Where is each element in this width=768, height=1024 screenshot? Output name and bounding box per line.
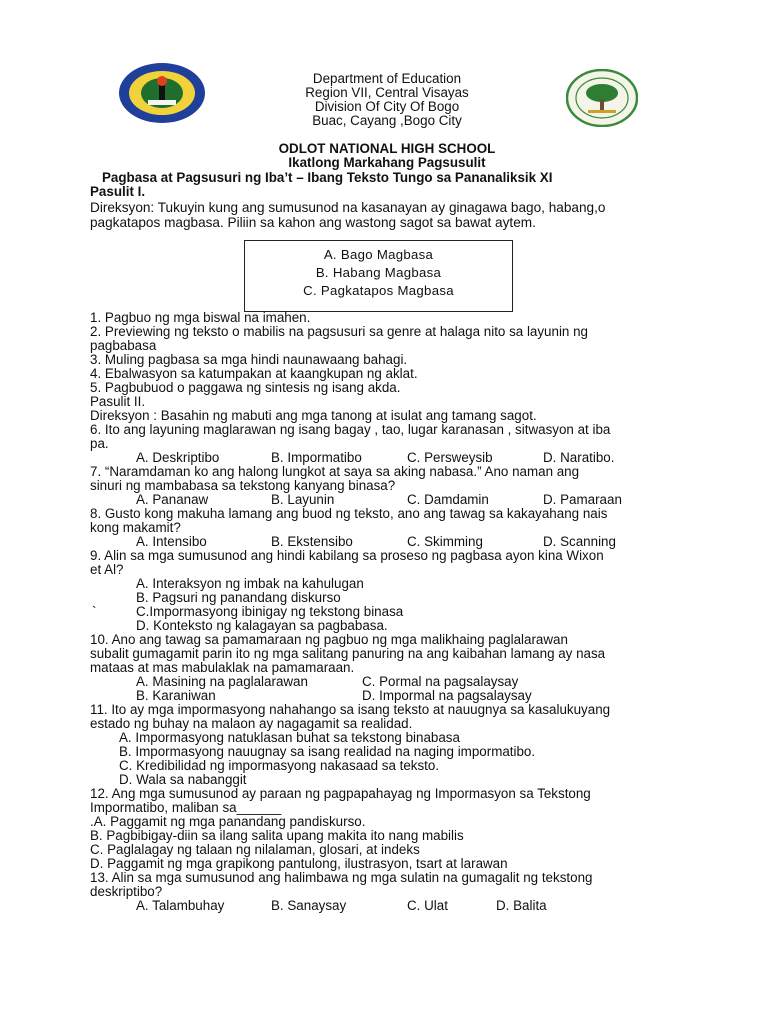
q13-line-2: deskriptibo? [90, 884, 163, 899]
division-logo [566, 69, 638, 127]
answer-choices-box [244, 240, 513, 312]
q13-opt-c: C. Ulat [407, 898, 448, 913]
exam-title: Ikatlong Markahang Pagsusulit [288, 155, 486, 170]
q9-line-1: 9. Alin sa mga sumusunod ang hindi kabilang sa proseso ng pagbasa ayon kina Wixon [90, 548, 604, 563]
q6-opt-a: A. Deskriptibo [136, 450, 220, 465]
q11-line-1: 11. Ito ay mga impormasyong nahahango sa isang teksto at nauugnya sa kasalukuyang [90, 702, 611, 717]
q11-opt-b: B. Impormasyong nauugnay sa isang realidad na naging impormatibo. [119, 744, 536, 759]
q8-opt-c: C. Skimming [407, 534, 483, 549]
q9-opt-c: C.Impormasyong ibinigay ng tekstong binasa [136, 604, 404, 619]
subject-title: Pagbasa at Pagsusuri ng Iba’t – Ibang Teksto Tungo sa Pananaliksik XI [102, 170, 553, 185]
q10-line-2: subalit gumagamit parin ito ng mga salitang panuring na ang kaibahan lamang ay nasa [90, 646, 606, 661]
part1-directions-1: Direksyon: Tukuyin kung ang sumusunod na kasanayan ay ginagawa bago, habang,o [90, 200, 606, 215]
item-4: 4. Ebalwasyon sa katumpakan at kaangkupan ng aklat. [90, 366, 418, 381]
q6-opt-b: B. Impormatibo [271, 450, 362, 465]
part2-directions: Direksyon : Basahin ng mabuti ang mga tanong at isulat ang tamang sagot. [90, 408, 537, 423]
q12-opt-a: .A. Paggamit ng mga panandang pandiskurso. [90, 814, 366, 829]
q8-line-2: kong makamit? [90, 520, 181, 535]
q6-opt-d: D. Naratibo. [543, 450, 615, 465]
q10-opt-d: D. Impormal na pagsalaysay [362, 688, 532, 703]
q13-opt-b: B. Sanaysay [271, 898, 347, 913]
choice-c: C. Pagkatapos Magbasa [303, 283, 454, 298]
header-line-3: Division Of City Of Bogo [314, 99, 460, 114]
item-5: 5. Pagbubuod o paggawa ng sintesis ng isang akda. [90, 380, 401, 395]
q9-opt-a: A. Interaksyon ng imbak na kahulugan [136, 576, 364, 591]
q13-opt-a: A. Talambuhay [136, 898, 225, 913]
q9-line-2: et Al? [90, 562, 124, 577]
q11-line-2: estado ng buhay na malaon ay nagagamit sa realidad. [90, 716, 413, 731]
q12-line-2: Impormatibo, maliban sa______ [90, 800, 282, 815]
q11-opt-d: D. Wala sa nabanggit [119, 772, 247, 787]
q10-opt-c: C. Pormal na pagsalaysay [362, 674, 519, 689]
q8-line-1: 8. Gusto kong makuha lamang ang buod ng teksto, ano ang tawag sa kakayahang nais [90, 506, 608, 521]
q13-line-1: 13. Alin sa mga sumusunod ang halimbawa ng mga sulatin na gumagalit ng tekstong [90, 870, 593, 885]
choice-b: B. Habang Magbasa [315, 265, 442, 280]
q10-line-1: 10. Ano ang tawag sa pamamaraan ng pagbuo ng mga malikhaing paglalarawan [90, 632, 568, 647]
q7-opt-a: A. Pananaw [136, 492, 209, 507]
q12-line-1: 12. Ang mga sumusunod ay paraan ng pagpapahayag ng Impormasyon sa Tekstong [90, 786, 591, 801]
q10-opt-b: B. Karaniwan [136, 688, 216, 703]
q6-line-1: 6. Ito ang layuning maglarawan ng isang bagay , tao, lugar karanasan , sitwasyon at iba [90, 422, 611, 437]
q9-mark: ` [92, 604, 97, 619]
choice-a: A. Bago Magbasa [323, 247, 434, 262]
q6-opt-c: C. Persweysib [407, 450, 493, 465]
part1-title: Pasulit I. [90, 184, 146, 199]
q9-opt-d: D. Konteksto ng kalagayan sa pagbabasa. [136, 618, 388, 633]
header-line-4: Buac, Cayang ,Bogo City [312, 113, 462, 128]
q10-line-3: mataas at mas mabulaklak na pamamaraan. [90, 660, 355, 675]
item-3: 3. Muling pagbasa sa mga hindi naunawaang bahagi. [90, 352, 408, 367]
q12-opt-b: B. Pagbibigay-diin sa ilang salita upang makita ito nang mabilis [90, 828, 464, 843]
item-2-cont: pagbabasa [90, 338, 157, 353]
item-1: 1. Pagbuo ng mga biswal na imahen. [90, 310, 311, 325]
q13-opt-d: D. Balita [496, 898, 547, 913]
school-logo [118, 62, 206, 124]
q11-opt-a: A. Impormasyong natuklasan buhat sa tekstong binabasa [119, 730, 460, 745]
part1-directions-2: pagkatapos magbasa. Piliin sa kahon ang wastong sagot sa bawat aytem. [90, 215, 536, 230]
q7-line-2: sinuri ng mambabasa sa tekstong kanyang binasa? [90, 478, 396, 493]
q7-line-1: 7. “Naramdaman ko ang halong lungkot at saya sa aking nabasa.” Ano naman ang [90, 464, 580, 479]
q12-opt-d: D. Paggamit ng mga grapikong pantulong, ilustrasyon, tsart at larawan [90, 856, 508, 871]
q7-opt-b: B. Layunin [271, 492, 335, 507]
q12-opt-c: C. Paglalagay ng talaan ng nilalaman, glosari, at indeks [90, 842, 420, 857]
header-line-1: Department of Education [312, 71, 462, 86]
q7-opt-c: C. Damdamin [407, 492, 489, 507]
q11-opt-c: C. Kredibilidad ng impormasyong nakasaad sa teksto. [119, 758, 440, 773]
part2-title: Pasulit II. [90, 394, 146, 409]
item-2: 2. Previewing ng teksto o mabilis na pagsusuri sa genre at halaga nito sa layunin ng [90, 324, 588, 339]
q6-line-2: pa. [90, 436, 109, 451]
q7-opt-d: D. Pamaraan [543, 492, 622, 507]
q8-opt-a: A. Intensibo [136, 534, 207, 549]
q10-opt-a: A. Masining na paglalarawan [136, 674, 308, 689]
header-line-2: Region VII, Central Visayas [305, 85, 469, 100]
school-name: ODLOT NATIONAL HIGH SCHOOL [278, 141, 496, 156]
q9-opt-b: B. Pagsuri ng panandang diskurso [136, 590, 341, 605]
q8-opt-b: B. Ekstensibo [271, 534, 353, 549]
q8-opt-d: D. Scanning [543, 534, 616, 549]
